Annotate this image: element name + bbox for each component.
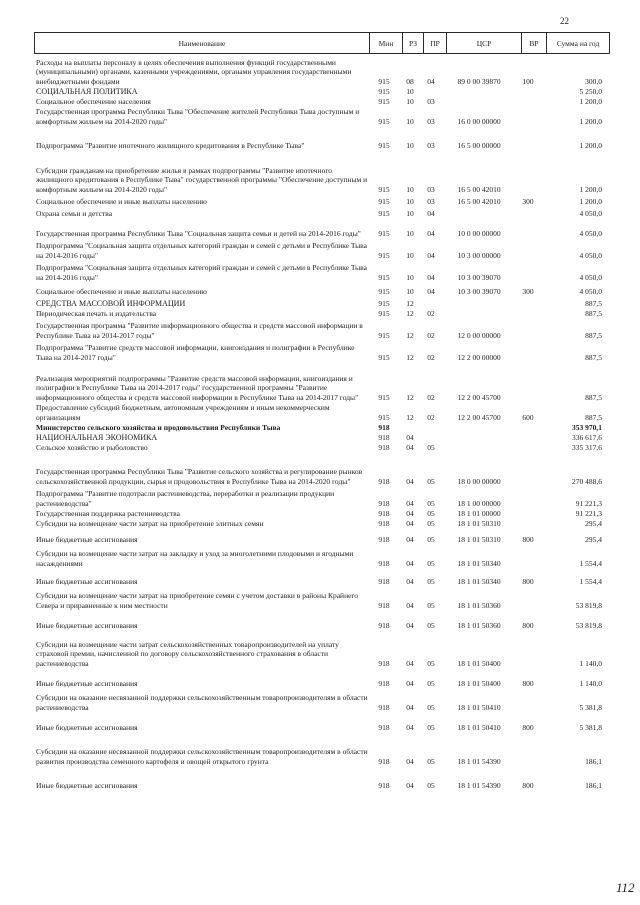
- row-pr: 05: [427, 442, 435, 452]
- row-name: Субсидии на возмещение части затрат сельскохозяйственных товаропроизводителей на уплату страховой премии, начисленной по договору сельскохозяйственного страхования в области растениеводства: [36, 639, 339, 668]
- table-row: [34, 96, 610, 106]
- row-pr: 05: [427, 534, 435, 544]
- row-rz: 12: [406, 330, 414, 340]
- row-rz: 12: [406, 412, 414, 422]
- row-csr: 18 1 01 50310: [457, 534, 501, 544]
- row-min: 918: [378, 518, 390, 528]
- row-name: Социальное обеспечение и иные выплаты населению: [36, 286, 207, 296]
- row-pr: 05: [427, 658, 435, 668]
- row-pr: 04: [427, 250, 435, 260]
- row-rz: 04: [406, 518, 414, 528]
- table-row: [34, 432, 610, 442]
- row-name: Государственная программа Республики Тыва "Развитие сельского хозяйства и регулирование рынков сельскохозяйственной продукции, сырья и продовольствия в Республике Тыва на 2014-2020 годы": [36, 467, 363, 486]
- row-name: Государственная программа "Развитие информационного общества и средств массовой информации в Республике Тыва на 2014-2017 годы": [36, 321, 363, 340]
- row-csr: 12 0 00 00000: [457, 330, 501, 340]
- row-rz: 08: [406, 76, 414, 86]
- row-name: Расходы на выплаты персоналу в целях обеспечения выполнения функций государственными (муниципальными) органами, казенными учреждениями, органами управления государственными внебюджетными фондами: [36, 57, 352, 86]
- row-pr: 02: [427, 330, 435, 340]
- row-min: 915: [378, 412, 390, 422]
- row-vr: 100: [522, 76, 534, 86]
- row-name: НАЦИОНАЛЬНАЯ ЭКОНОМИКА: [36, 432, 158, 442]
- row-min: 915: [378, 86, 390, 96]
- row-rz: 10: [406, 250, 414, 260]
- row-sum: 887,5: [585, 330, 602, 340]
- table-row: [34, 282, 610, 296]
- table-row: [34, 150, 610, 194]
- row-csr: 18 1 01 54390: [457, 756, 501, 766]
- row-sum: 91 221,3: [575, 508, 602, 518]
- table-row: [34, 362, 610, 402]
- row-rz: 04: [406, 432, 414, 442]
- handwritten-page-mark: 112: [616, 880, 635, 895]
- row-rz: 10: [406, 86, 414, 96]
- row-min: 918: [378, 722, 390, 732]
- row-name: СОЦИАЛЬНАЯ ПОЛИТИКА: [36, 86, 138, 96]
- row-sum: 295,4: [585, 534, 602, 544]
- row-min: 918: [378, 508, 390, 518]
- table-row: [34, 194, 610, 206]
- row-name: Государственная программа Республики Тыва "Обеспечение жителей Республики Тыва доступным и комфортным жильем на 2014-2020 годы": [36, 107, 360, 126]
- budget-table-body: [34, 56, 610, 790]
- row-name: Подпрограмма "Социальная защита отдельных категорий граждан и семей с детьми в Республике Тыва на 2014-2016 годы": [36, 241, 367, 260]
- row-min: 918: [378, 620, 390, 630]
- table-row: [34, 126, 610, 150]
- row-sum: 1 200,0: [579, 184, 602, 194]
- row-sum: 1 140,0: [579, 678, 602, 688]
- row-name: Предоставление субсидий бюджетным, автономным учреждениям и иным некоммерческим организациям: [36, 403, 330, 422]
- row-name: Иные бюджетные ассигнования: [36, 576, 138, 586]
- row-sum: 5 250,0: [579, 86, 602, 96]
- table-row: [34, 610, 610, 630]
- row-pr: 03: [427, 116, 435, 126]
- row-vr: 800: [522, 576, 534, 586]
- row-name: Иные бюджетные ассигнования: [36, 620, 138, 630]
- row-name: Социальное обеспечение населения: [36, 96, 151, 106]
- row-sum: 300,0: [585, 76, 602, 86]
- row-name: Субсидии гражданам на приобретение жилья в рамках подпрограммы "Развитие ипотечного жилищного кредитования в Республике Тыва" государственной программы "Обеспечение доступным и комфортным жильем на 2014-2020 годы": [36, 165, 368, 194]
- row-vr: 300: [522, 196, 534, 206]
- row-rz: 10: [406, 286, 414, 296]
- row-sum: 887,5: [585, 392, 602, 402]
- row-vr: 800: [522, 620, 534, 630]
- header-sum: Сумма на год: [556, 38, 600, 48]
- row-min: 915: [378, 184, 390, 194]
- row-name: Государственная поддержка растениеводства: [36, 508, 180, 518]
- table-row: [34, 732, 610, 766]
- table-row: [34, 260, 610, 282]
- row-min: 918: [378, 498, 390, 508]
- table-row: [34, 544, 610, 568]
- row-csr: 16 5 00 42010: [457, 184, 501, 194]
- row-csr: 18 1 01 50340: [457, 576, 501, 586]
- row-sum: 1 200,0: [579, 116, 602, 126]
- row-vr: 300: [522, 286, 534, 296]
- table-row: [34, 86, 610, 96]
- row-name: Подпрограмма "Развитие ипотечного жилищного кредитования в Республике Тыва": [36, 140, 305, 150]
- row-min: 918: [378, 658, 390, 668]
- row-csr: 18 1 01 50360: [457, 620, 501, 630]
- row-rz: 04: [406, 702, 414, 712]
- row-pr: 03: [427, 140, 435, 150]
- table-row: [34, 402, 610, 422]
- row-pr: 05: [427, 756, 435, 766]
- row-sum: 1 200,0: [579, 96, 602, 106]
- row-csr: 12 2 00 45700: [457, 412, 501, 422]
- table-row: [34, 340, 610, 362]
- row-name: Субсидии на оказание несвязанной поддержки сельскохозяйственным товаропроизводителям в области растениеводства: [36, 693, 368, 712]
- row-name: Субсидии на возмещение части затрат на приобретение семян с учетом доставки в районы Крайнего Севера и приравненные к ним местности: [36, 591, 359, 610]
- row-pr: 03: [427, 96, 435, 106]
- row-pr: 05: [427, 576, 435, 586]
- row-csr: 10 3 00 39070: [457, 286, 501, 296]
- row-rz: 04: [406, 658, 414, 668]
- row-name: Сельское хозяйство и рыболовство: [36, 442, 148, 452]
- page-number: 22: [560, 16, 569, 26]
- row-sum: 5 381,8: [579, 722, 602, 732]
- row-min: 915: [378, 392, 390, 402]
- row-vr: 800: [522, 678, 534, 688]
- row-pr: 05: [427, 678, 435, 688]
- row-rz: 10: [406, 96, 414, 106]
- row-name: СРЕДСТВА МАССОВОЙ ИНФОРМАЦИИ: [36, 298, 186, 308]
- row-name: Охрана семьи и детства: [36, 208, 113, 218]
- row-pr: 04: [427, 228, 435, 238]
- row-rz: 12: [406, 352, 414, 362]
- header-min: Мин: [370, 33, 403, 53]
- row-min: 915: [378, 96, 390, 106]
- row-pr: 02: [427, 352, 435, 362]
- row-csr: 18 1 01 00000: [457, 508, 501, 518]
- row-rz: 04: [406, 756, 414, 766]
- row-min: 918: [378, 702, 390, 712]
- row-csr: 18 1 01 50400: [457, 658, 501, 668]
- row-min: 915: [378, 208, 390, 218]
- row-pr: 04: [427, 272, 435, 282]
- row-rz: 10: [406, 196, 414, 206]
- row-name: Подпрограмма "Социальная защита отдельных категорий граждан и семей с детьми в Республике Тыва на 2014-2016 годы": [36, 263, 367, 282]
- row-pr: 04: [427, 286, 435, 296]
- header-rz: РЗ: [403, 33, 424, 53]
- row-min: 915: [378, 76, 390, 86]
- row-rz: 12: [406, 308, 414, 318]
- row-min: 915: [378, 250, 390, 260]
- table-row: [34, 668, 610, 688]
- row-pr: 05: [427, 620, 435, 630]
- table-row: [34, 568, 610, 586]
- table-row: [34, 296, 610, 308]
- row-pr: 05: [427, 518, 435, 528]
- table-row: [34, 206, 610, 218]
- row-name: Субсидии на возмещение части затрат на закладку и уход за многолетними плодовыми и ягодными насаждениями: [36, 549, 354, 568]
- row-name: Государственная программа Республики Тыва "Социальная защита семьи и детей на 2014-2016 годы": [36, 228, 361, 238]
- row-sum: 295,4: [585, 518, 602, 528]
- row-rz: 12: [406, 298, 414, 308]
- row-pr: 02: [427, 412, 435, 422]
- table-row: [34, 442, 610, 452]
- row-vr: 800: [522, 534, 534, 544]
- row-rz: 04: [406, 780, 414, 790]
- table-row: [34, 238, 610, 260]
- table-row: [34, 712, 610, 732]
- row-name: Субсидии на оказание несвязанной поддержки сельскохозяйственным товаропроизводителям в области развития производства семенного картофеля и овощей открытого грунта: [36, 747, 368, 766]
- row-min: 915: [378, 272, 390, 282]
- row-sum: 1 140,0: [579, 658, 602, 668]
- row-rz: 04: [406, 678, 414, 688]
- row-sum: 887,5: [585, 352, 602, 362]
- row-rz: 04: [406, 600, 414, 610]
- row-name: Иные бюджетные ассигнования: [36, 722, 138, 732]
- row-csr: 16 5 00 42010: [457, 196, 501, 206]
- row-rz: 10: [406, 208, 414, 218]
- row-name: Подпрограмма "Развитие средств массовой информации, книгоиздания и полиграфии в Республике Тыва на 2014-2017 годы": [36, 343, 355, 362]
- row-min: 918: [378, 576, 390, 586]
- row-pr: 05: [427, 498, 435, 508]
- row-min: 915: [378, 140, 390, 150]
- row-rz: 10: [406, 272, 414, 282]
- row-sum: 4 050,0: [579, 208, 602, 218]
- row-rz: 10: [406, 140, 414, 150]
- row-sum: 1 554,4: [579, 558, 602, 568]
- row-rz: 04: [406, 442, 414, 452]
- row-min: 918: [378, 600, 390, 610]
- row-min: 918: [378, 534, 390, 544]
- table-header: [34, 32, 610, 54]
- row-min: 918: [378, 476, 390, 486]
- table-row: [34, 106, 610, 126]
- row-min: 918: [378, 756, 390, 766]
- row-csr: 16 5 00 00000: [457, 140, 501, 150]
- table-row: [34, 218, 610, 238]
- row-csr: 89 0 00 39870: [457, 76, 501, 86]
- table-row: [34, 308, 610, 318]
- header-vr: ВР: [522, 33, 547, 53]
- row-min: 915: [378, 286, 390, 296]
- row-sum: 4 050,0: [579, 272, 602, 282]
- row-min: 915: [378, 330, 390, 340]
- row-csr: 18 1 01 50410: [457, 702, 501, 712]
- row-pr: 04: [427, 76, 435, 86]
- row-pr: 02: [427, 308, 435, 318]
- row-rz: 04: [406, 722, 414, 732]
- row-min: 915: [378, 298, 390, 308]
- row-pr: 05: [427, 476, 435, 486]
- table-row: [34, 318, 610, 340]
- row-sum: 5 381,8: [579, 702, 602, 712]
- header-csr: ЦСР: [447, 33, 522, 53]
- table-row: [34, 688, 610, 712]
- row-rz: 04: [406, 498, 414, 508]
- table-row: [34, 452, 610, 486]
- row-csr: 12 2 00 00000: [457, 352, 501, 362]
- row-rz: 04: [406, 620, 414, 630]
- table-row: [34, 422, 610, 432]
- row-sum: 1 554,4: [579, 576, 602, 586]
- table-row: [34, 528, 610, 544]
- row-csr: 18 1 01 50400: [457, 678, 501, 688]
- row-sum: 270 488,6: [572, 476, 602, 486]
- row-csr: 10 0 00 00000: [457, 228, 501, 238]
- header-pr: ПР: [424, 33, 447, 53]
- row-sum: 53 819,8: [575, 600, 602, 610]
- row-sum: 887,5: [585, 412, 602, 422]
- row-csr: 18 1 01 54390: [457, 780, 501, 790]
- row-csr: 16 0 00 00000: [457, 116, 501, 126]
- row-min: 918: [378, 780, 390, 790]
- row-csr: 18 1 01 50360: [457, 600, 501, 610]
- table-row: [34, 508, 610, 518]
- row-min: 918: [378, 432, 390, 442]
- header-name: Наименование: [35, 33, 370, 53]
- row-vr: 800: [522, 722, 534, 732]
- row-sum: 887,5: [585, 298, 602, 308]
- row-min: 918: [378, 442, 390, 452]
- row-pr: 05: [427, 600, 435, 610]
- row-rz: 10: [406, 184, 414, 194]
- row-name: Реализация мероприятий подпрограммы "Развитие средств массовой информации, книгоиздания и полиграфии в Республике Тыва на 2014-2017 годы" государственной программы "Развитие информационного общества и средств массовой информации в Республике Тыва на 2014-2017 годы": [36, 373, 359, 402]
- row-csr: 10 3 00 39070: [457, 272, 501, 282]
- row-min: 915: [378, 352, 390, 362]
- row-pr: 05: [427, 780, 435, 790]
- row-csr: 10 3 00 00000: [457, 250, 501, 260]
- row-rz: 10: [406, 228, 414, 238]
- row-rz: 04: [406, 576, 414, 586]
- row-min: 915: [378, 116, 390, 126]
- row-sum: 887,5: [585, 308, 602, 318]
- table-row: [34, 518, 610, 528]
- row-pr: 03: [427, 184, 435, 194]
- row-csr: 18 1 01 50410: [457, 722, 501, 732]
- row-min: 918: [378, 678, 390, 688]
- row-rz: 12: [406, 392, 414, 402]
- table-row: [34, 766, 610, 790]
- table-row: [34, 630, 610, 668]
- row-name: Подпрограмма "Развитие подотрасли растениеводства, переработки и реализации продукции растениеводства": [36, 489, 335, 508]
- row-name: Иные бюджетные ассигнования: [36, 534, 138, 544]
- row-rz: 04: [406, 534, 414, 544]
- row-pr: 04: [427, 208, 435, 218]
- table-row: [34, 586, 610, 610]
- row-sum: 53 819,8: [575, 620, 602, 630]
- row-sum: 336 617,6: [572, 432, 602, 442]
- row-min: 918: [378, 558, 390, 568]
- row-sum: 1 200,0: [579, 196, 602, 206]
- row-vr: 600: [522, 412, 534, 422]
- row-vr: 800: [522, 780, 534, 790]
- row-name: Иные бюджетные ассигнования: [36, 780, 138, 790]
- row-csr: 18 1 01 50340: [457, 558, 501, 568]
- row-name: Иные бюджетные ассигнования: [36, 678, 138, 688]
- row-sum: 4 050,0: [579, 250, 602, 260]
- row-min: 918: [378, 422, 390, 432]
- row-rz: 04: [406, 508, 414, 518]
- row-pr: 03: [427, 196, 435, 206]
- row-pr: 05: [427, 508, 435, 518]
- row-name: Социальное обеспечение и иные выплаты населению: [36, 196, 207, 206]
- row-rz: 04: [406, 476, 414, 486]
- row-name: Периодическая печать и издательства: [36, 308, 157, 318]
- row-sum: 335 317,6: [572, 442, 602, 452]
- row-min: 915: [378, 228, 390, 238]
- row-pr: 05: [427, 702, 435, 712]
- row-sum: 91 221,3: [575, 498, 602, 508]
- row-name: Субсидии на возмещение части затрат на приобретение элитных семян: [36, 518, 264, 528]
- row-pr: 05: [427, 558, 435, 568]
- row-csr: 18 1 01 50310: [457, 518, 501, 528]
- table-row: [34, 56, 610, 86]
- row-sum: 186,1: [585, 756, 602, 766]
- row-pr: 02: [427, 392, 435, 402]
- row-min: 915: [378, 196, 390, 206]
- row-min: 915: [378, 308, 390, 318]
- row-csr: 18 0 00 00000: [457, 476, 501, 486]
- row-sum: 4 050,0: [579, 286, 602, 296]
- table-row: [34, 486, 610, 508]
- row-csr: 12 2 00 45700: [457, 392, 501, 402]
- row-sum: 4 050,0: [579, 228, 602, 238]
- row-rz: 10: [406, 116, 414, 126]
- row-pr: 05: [427, 722, 435, 732]
- row-csr: 18 1 00 00000: [457, 498, 501, 508]
- row-rz: 04: [406, 558, 414, 568]
- row-sum: 353 970,1: [572, 422, 602, 432]
- row-sum: 186,1: [585, 780, 602, 790]
- row-sum: 1 200,0: [579, 140, 602, 150]
- row-name: Министерство сельского хозяйства и продовольствия Республики Тыва: [36, 422, 281, 432]
